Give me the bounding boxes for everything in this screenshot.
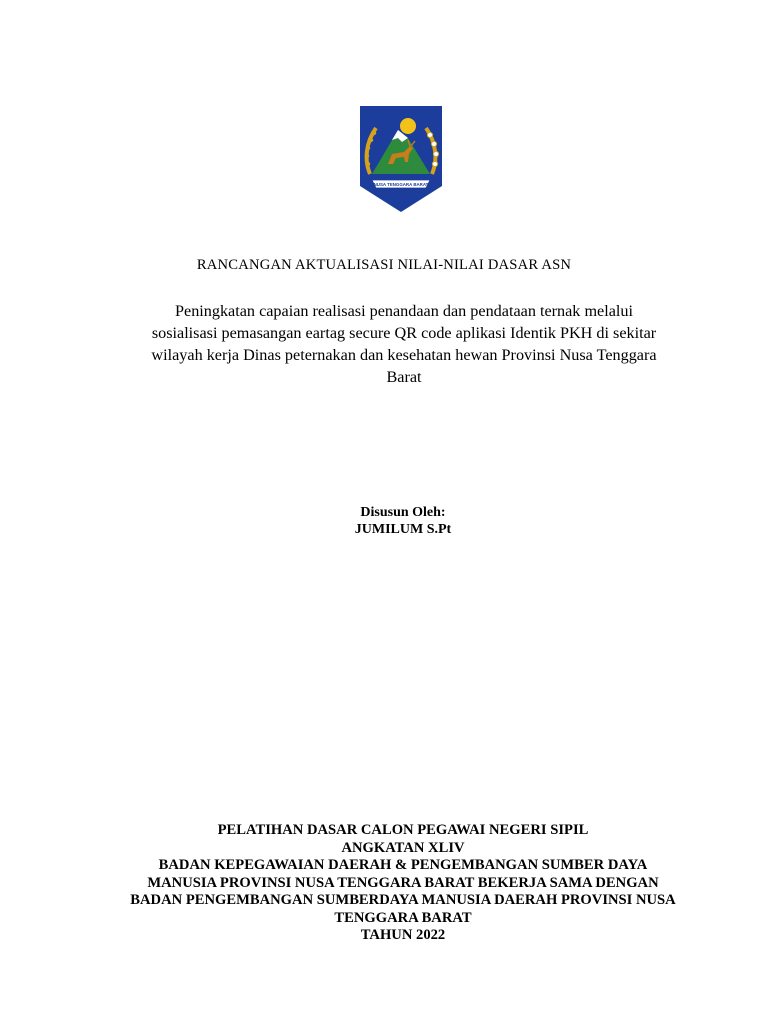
document-title-line: sosialisasi pemasangan eartag secure QR code aplikasi Identik PKH di sekitar xyxy=(151,324,657,342)
document-title-line: wilayah kerja Dinas peternakan dan kesehatan hewan Provinsi Nusa Tenggara xyxy=(151,346,657,364)
author-block xyxy=(0,504,768,538)
author-name: JUMILUM S.Pt xyxy=(354,522,452,537)
institution-line: ANGKATAN XLIV xyxy=(341,839,465,856)
institution-year: TAHUN 2022 xyxy=(360,927,446,943)
institution-line: PELATIHAN DASAR CALON PEGAWAI NEGERI SIPIL xyxy=(217,822,589,838)
document-title xyxy=(96,300,712,388)
document-title-line: Peningkatan capaian realisasi penandaan dan pendataan ternak melalui xyxy=(175,302,633,320)
institution-line: MANUSIA PROVINSI NUSA TENGGARA BARAT BEKERJA SAMA DENGAN xyxy=(147,874,659,891)
ntb-provincial-emblem-icon xyxy=(358,104,444,214)
institution-line: TENGGARA BARAT xyxy=(334,909,472,926)
document-title-line: Barat xyxy=(386,368,422,386)
sun-shape xyxy=(400,118,416,134)
institution-block xyxy=(84,822,722,945)
author-label: Disusun Oleh: xyxy=(360,505,446,520)
institution-line: BADAN PENGEMBANGAN SUMBERDAYA MANUSIA DAERAH PROVINSI NUSA xyxy=(130,892,676,908)
emblem-ribbon-text: NUSA TENGGARA BARAT xyxy=(373,182,429,187)
document-heading: RANCANGAN AKTUALISASI NILAI-NILAI DASAR ASN xyxy=(196,257,572,273)
institution-line: BADAN KEPEGAWAIAN DAERAH & PENGEMBANGAN SUMBER DAYA xyxy=(158,857,648,873)
